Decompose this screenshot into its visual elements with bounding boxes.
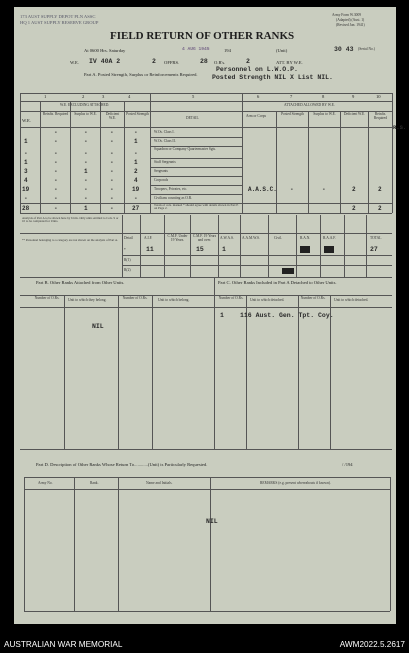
col-head-att-deficient: Deficient W.E. — [343, 112, 366, 116]
we-row-label: W.E. — [22, 118, 32, 123]
detail-header: DETAIL — [186, 116, 199, 120]
analysis-row-label: * — [124, 248, 126, 252]
analysis-total-value: 27 — [370, 246, 378, 253]
ors-value: 28 — [200, 58, 208, 65]
redaction-block — [282, 268, 294, 274]
date-prefix: At 0600 Hrs. Saturday — [84, 48, 126, 53]
year-suffix: 194 — [224, 48, 231, 53]
table-top-rule — [20, 93, 392, 94]
analysis-note-1: Analysis of Part A to be shown here by Units. Only units entitled to Cols. 9 or 10 to be completed for Units. — [22, 216, 119, 224]
date-stamp: 4 AUG 1945 — [182, 47, 210, 52]
part-c-title: Part C. Other Ranks Included in Part A Detached to Other Units. — [218, 280, 337, 285]
analysis-col-detail: Detail — [124, 236, 133, 240]
part-a-title: Part A. Posted Strength, Surplus or Reinforcements Required. — [84, 72, 198, 77]
col-number: 6 — [257, 94, 260, 99]
part-b-title: Part B. Other Ranks Attached from Other Units. — [36, 280, 125, 285]
redaction-block — [324, 246, 334, 253]
part-c-col: Unit to which detached. — [334, 298, 369, 302]
att-total-deficient: 2 — [352, 205, 356, 212]
part-c-col: Unit to which detached. — [250, 298, 285, 302]
col-number: 3 — [102, 94, 105, 99]
part-c-unit: 116 Aust. Gen. Tpt. Coy. — [240, 312, 334, 319]
form-number: Army Form W.3009 — [332, 13, 362, 17]
analysis-col-civil: Civil. — [274, 236, 283, 240]
col-head-att-posted: Posted Strength — [281, 112, 304, 116]
part-b-col: Unit to which they belong. — [68, 298, 107, 302]
analysis-col-raaf: R.A.A.F. — [323, 236, 336, 240]
analysis-cmf-u19-value: 15 — [196, 246, 204, 253]
col-head-deficient: Deficient W.E. — [105, 112, 120, 120]
form-adapted: (Adapted) (Aust. 1) — [336, 18, 365, 22]
part-d-title: Part D. Description of Other Ranks Whose Return To............(Unit) is Particularly Requested. — [36, 462, 208, 467]
unit-stamp-line-2: HQ 1 AUST SUPPLY RESERVE GROUP — [20, 20, 99, 25]
col-head-att-reinfts: Reinfts. Required — [373, 112, 388, 120]
col-number-rule — [20, 101, 392, 102]
part-c-col: Number of O.Rs. — [300, 296, 326, 300]
analysis-cmf-19-value: 1 — [222, 246, 226, 253]
part-d-col: REMARKS (e.g. present whereabouts if known). — [260, 481, 331, 485]
part-c-col: Number of O.Rs. — [218, 296, 244, 300]
analysis-col-cmf-19: C.M.F. 19 Years and over. — [192, 234, 217, 242]
col-number: 5 — [192, 94, 195, 99]
analysis-col-aif: A.I.F. — [144, 236, 153, 240]
col-head-arm: Arm or Corps — [246, 114, 266, 118]
part-b-col: Unit to which belong. — [158, 298, 190, 302]
part-d-col: Army No. — [38, 481, 53, 485]
attached-header: ATTACHED ALLOWED BY W.E. — [284, 103, 335, 107]
offrs-label: OFFRS. — [164, 60, 180, 65]
archive-footer — [0, 637, 409, 653]
part-b-col: Number of O.Rs. — [34, 296, 60, 300]
footer-accession-number: AWM2022.5.2617 — [339, 640, 405, 649]
analysis-col-cmf-u19: C.M.F. Under 19 Years. — [167, 234, 188, 242]
analysis-row-label: R(2) — [124, 268, 131, 272]
col-number: 2 — [82, 94, 85, 99]
posted-line: Posted Strength NIL X List NIL. — [212, 74, 333, 81]
serial-label: (Serial No.) — [358, 47, 375, 51]
part-c-count: 1 — [220, 312, 224, 319]
col-number: 8 — [322, 94, 325, 99]
serial-number: 30 43 — [334, 46, 354, 53]
col-head-reinfts: Reinfts. Required — [42, 112, 69, 116]
page-title: FIELD RETURN OF OTHER RANKS — [110, 30, 295, 42]
part-b-value: NIL — [92, 323, 104, 330]
right-marker: R.S. — [393, 124, 407, 131]
col-head-att-surplus: Surplus to W.E. — [313, 112, 336, 116]
unit-label: (Unit) — [276, 48, 288, 53]
col-number: 4 — [128, 94, 131, 99]
col-head-surplus: Surplus to W.E. — [74, 112, 97, 116]
part-d-col: Rank. — [90, 481, 99, 485]
we-excl-header: W.E. EXCLUDING ATTACHED. — [60, 103, 110, 107]
analysis-col-total: TOTAL — [370, 236, 382, 240]
part-b-col: Number of O.Rs. — [122, 296, 148, 300]
col-number: 7 — [290, 94, 293, 99]
analysis-col-ran: R.A.N. — [300, 236, 311, 240]
analysis-row-label: R(1) — [124, 258, 131, 262]
col-number: 9 — [352, 94, 355, 99]
part-d-value: NIL — [206, 518, 218, 525]
analysis-col-awas: A.W.A.S. — [220, 236, 234, 240]
personnel-line: Personnel on L.W.O.P. — [216, 66, 298, 73]
ors-label: O.R's. — [214, 60, 226, 65]
form-revised: (Revised Jan. 1941) — [336, 23, 365, 27]
we-value: IV 40A 2 — [89, 58, 121, 65]
offrs-value: 2 — [152, 58, 156, 65]
redaction-block — [300, 246, 310, 253]
form-page: 173 AUST SUPPLY DEPOT PLN ASSC HQ 1 AUST SUPPLY RESERVE GROUP Army Form W.3009 (Adapted) (Aust. 1) (Revised Jan. 1941) FIELD RETURN OF OTHER RANKS At 0600 Hrs. Saturday 4 AUG 1945 194 (Unit) 30 43 (Serial No.) W.E. IV 40A 2 2 OFFRS. 28 O.R's. 2 ATT. BY W.E. Personnel on L.W.O.P. Posted Strength NIL X List NIL. Part A. Posted Strength, Surplus or Reinforcements Required. 1 2 3 4 5 6 7 8 9 10 W.E. EXCLUDING ATTACHED. ATTACHED ALLOWED BY W.E. DETAIL W.E. Reinfts. Required Surplus to W.E. Deficient W.E. Posted Strength Arm or Corps Posted Strength Surplus to W.E. Deficient W.E. Reinfts. Required - - - - W.Os. Class I. 1 - - - 1 W.Os. Class II. - - - - - Squadron or Company Quartermaster Sgts. 1 - - - 1 Staff Sergeants 3 - 1 - 2 Sergeants 4 - - - 4 Corporals 19 - - - 19 Troopers, Privates, etc. - - - - - Civilians counting as O.R. 28 - 1 - 27 Totals of cols. marked * should agree with details shown in Part E on Page 2. A.A.S.C. - - 2 2 2 2 R.S. Analysis of Part A to be shown here by Units. Only units entitled to Cols. 9 or 10 to be completed for Units. ** Personnel belonging to a category are not shown on the analysis of Part A. Detail A.I.F. C.M.F. Under 19 Years. C.M.F. 19 Years and over. A.W.A.S. A.A.M.W.S. Civil. R.A.N. R.A.A.F. TOTAL * R(1) R(2) 11 15 1 27 Part B. Other Ranks Attached from Other Units. Part C. Other Ranks Included in Part A Detached to Other Units. Number of O.Rs. Unit to which they belong. Number of O.Rs. Unit to which belong. Number of O.Rs. Unit to which detached. Number of O.Rs. Unit to which detached. NIL 1 116 Aust. Gen. Tpt. Coy. Part D. Description of Other Ranks Whose Return To............(Unit) is Particularly Requested. / /194 Army No. Rank. Name and Initials. REMARKS (e.g. present whereabouts if known). NIL — [14, 7, 396, 624]
offrs-att-value: 2 — [246, 58, 250, 65]
analysis-note-2: ** Personnel belonging to a category are not shown on the analysis of Part A. — [22, 238, 118, 242]
analysis-col-aamws: A.A.M.W.S. — [242, 236, 260, 240]
we-label: W.E. — [70, 60, 80, 65]
att-total-reinfts: 2 — [378, 205, 382, 212]
col-number: 10 — [376, 94, 381, 99]
part-d-date: / /194 — [342, 462, 353, 467]
col-head-posted: Posted Strength — [126, 112, 149, 116]
att-label: ATT. BY W.E. — [276, 60, 303, 65]
unit-stamp-line-1: 173 AUST SUPPLY DEPOT PLN ASSC — [20, 14, 96, 19]
footer-archive-name: AUSTRALIAN WAR MEMORIAL — [4, 640, 123, 649]
part-d-col: Name and Initials. — [146, 481, 173, 485]
col-number: 1 — [44, 94, 47, 99]
analysis-aif-value: 11 — [146, 246, 154, 253]
